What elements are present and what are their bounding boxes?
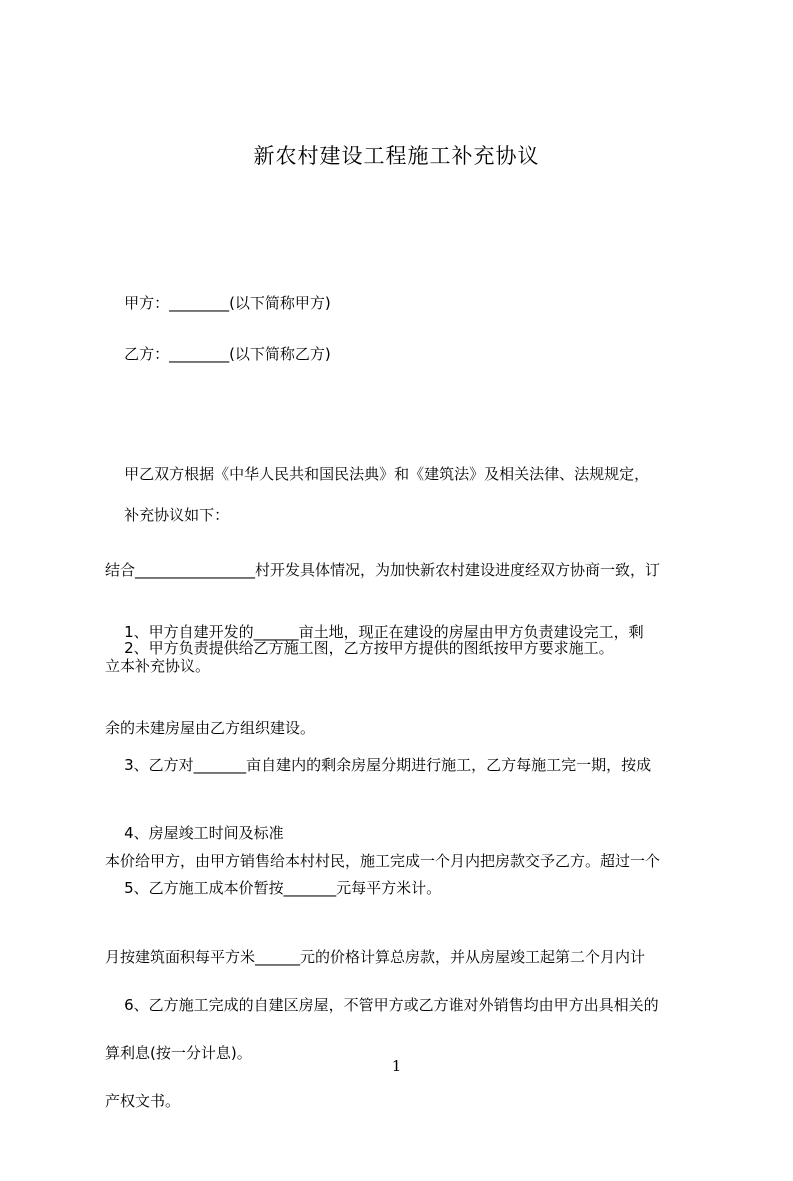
- preamble-line: 结合________________村开发具体情况，为加快新农村建设进度经双方协商一致，订: [105, 561, 661, 579]
- clause-6-line: 6、乙方施工完成的自建区房屋，不管甲方或乙方谁对外销售均由甲方出具相关的: [105, 996, 659, 1014]
- clause-3-line: 月按建筑面积每平方米______元的价格计算总房款，并从房屋竣工起第二个月内计: [105, 948, 646, 966]
- clause-1-line: 余的未建房屋由乙方组织建设。: [105, 719, 316, 737]
- document-title: 新农村建设工程施工补充协议: [253, 144, 540, 168]
- intro-line: 补充协议如下：: [105, 506, 230, 524]
- party-a-line: 甲方：________(以下简称甲方): [105, 294, 331, 312]
- clause-2: 2、甲方负责提供给乙方施工图，乙方按甲方提供的图纸按甲方要求施工。: [105, 639, 614, 657]
- preamble-line: 甲乙双方根据《中华人民共和国民法典》和《建筑法》及相关法律、法规规定，: [105, 465, 650, 483]
- page-number: 1: [391, 1057, 402, 1075]
- clause-6-line: 产权文书。: [105, 1092, 181, 1110]
- clause-3-line: 算利息(按一分计息)。: [105, 1044, 252, 1062]
- clause-3-line: 本价给甲方，由甲方销售给本村村民，施工完成一个月内把房款交予乙方。超过一个: [105, 852, 661, 870]
- clause-4: 4、房屋竣工时间及标准: [105, 824, 284, 842]
- party-b-line: 乙方：________(以下简称乙方): [105, 345, 331, 363]
- preamble-line: 立本补充协议。: [105, 657, 211, 675]
- clause-1-line: 1、甲方自建开发的______亩土地，现正在建设的房屋由甲方负责建设完工，剩: [105, 623, 644, 641]
- clause-6: [105, 925, 715, 1181]
- clause-5: 5、乙方施工成本价暂按_______元每平方米计。: [105, 879, 442, 897]
- clause-3-line: 3、乙方对_______亩自建内的剩余房屋分期进行施工，乙方每施工完一期，按成: [105, 756, 652, 774]
